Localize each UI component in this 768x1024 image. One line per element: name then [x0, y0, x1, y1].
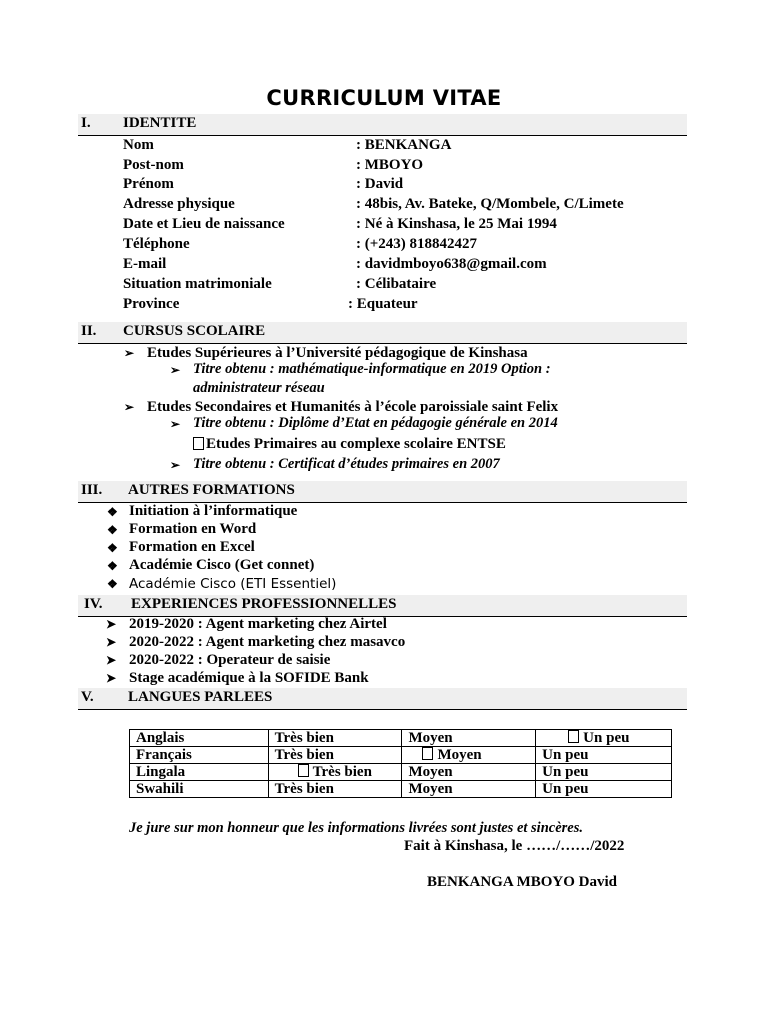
table-row	[130, 747, 672, 764]
arrow-bullet-icon: ➢	[170, 417, 181, 431]
diamond-bullet-icon: ❖	[107, 577, 118, 591]
diamond-bullet-icon: ❖	[107, 559, 118, 573]
cursus-secondaire-titre: Titre obtenu : Diplôme d’Etat en pédagogie générale en 2014	[193, 415, 558, 431]
level-un-peu: Un peu	[536, 747, 672, 764]
identity-value-prenom: : David	[356, 176, 404, 192]
arrow-bullet-icon: ➤	[106, 617, 117, 631]
languages-table	[129, 729, 672, 798]
level-moyen: Moyen	[402, 730, 536, 747]
section-number: III.	[81, 482, 103, 498]
identity-label-adresse: Adresse physique	[123, 196, 235, 212]
arrow-bullet-icon: ➤	[106, 653, 117, 667]
arrow-bullet-icon: ➢	[124, 346, 135, 360]
declaration-text: Je jure sur mon honneur que les informations livrées sont justes et sincères.	[129, 820, 583, 836]
level-moyen-selected	[402, 747, 536, 764]
identity-value-province: : Equateur	[348, 296, 418, 312]
level-moyen: Moyen	[402, 764, 536, 781]
diamond-bullet-icon: ❖	[107, 523, 118, 537]
identity-label-situation: Situation matrimoniale	[123, 276, 272, 292]
formation-item: Académie Cisco (Get connet)	[129, 557, 315, 573]
identity-value-naissance: : Né à Kinshasa, le 25 Mai 1994	[356, 216, 557, 232]
level-tres-bien-selected	[268, 764, 402, 781]
cursus-primaire-titre: Titre obtenu : Certificat d’études primaires en 2007	[193, 456, 500, 472]
language-name: Lingala	[130, 764, 269, 781]
level-un-peu: Un peu	[536, 781, 672, 798]
cursus-superieur-option: administrateur réseau	[193, 380, 325, 396]
document-title: CURRICULUM VITAE	[266, 86, 502, 110]
section-langues-header	[78, 688, 687, 710]
level-tres-bien: Très bien	[268, 747, 402, 764]
identity-label-nom: Nom	[123, 137, 154, 153]
language-name: Anglais	[130, 730, 269, 747]
identity-label-naissance: Date et Lieu de naissance	[123, 216, 285, 232]
section-identite-header	[78, 114, 687, 136]
section-formations-header	[78, 481, 687, 503]
arrow-bullet-icon: ➤	[106, 635, 117, 649]
language-name: Swahili	[130, 781, 269, 798]
level-tres-bien: Très bien	[268, 781, 402, 798]
cursus-superieur: Etudes Supérieures à l’Université pédagogique de Kinshasa	[147, 345, 528, 361]
level-label: Un peu	[583, 730, 630, 746]
identity-label-prenom: Prénom	[123, 176, 174, 192]
section-number: I.	[81, 115, 91, 131]
cursus-primaire: Etudes Primaires au complexe scolaire ENTSE	[206, 436, 506, 452]
formation-item: Académie Cisco (ETI Essentiel)	[129, 576, 337, 592]
arrow-bullet-icon: ➤	[106, 671, 117, 685]
formation-item: Formation en Excel	[129, 539, 255, 555]
experience-item: 2019-2020 : Agent marketing chez Airtel	[129, 616, 387, 632]
table-row	[130, 730, 672, 747]
arrow-bullet-icon: ➢	[170, 458, 181, 472]
formation-item: Formation en Word	[129, 521, 257, 537]
level-moyen: Moyen	[402, 781, 536, 798]
section-label: EXPERIENCES PROFESSIONNELLES	[131, 596, 397, 612]
section-label: IDENTITE	[123, 115, 197, 131]
level-tres-bien: Très bien	[268, 730, 402, 747]
diamond-bullet-icon: ❖	[107, 505, 118, 519]
identity-value-situation: : Célibataire	[356, 276, 437, 292]
language-name: Français	[130, 747, 269, 764]
experience-item: 2020-2022 : Agent marketing chez masavco	[129, 634, 406, 650]
section-label: LANGUES PARLEES	[128, 689, 273, 705]
section-number: V.	[81, 689, 94, 705]
identity-label-email: E-mail	[123, 256, 167, 272]
cursus-secondaire: Etudes Secondaires et Humanités à l’école paroissiale saint Felix	[147, 399, 559, 415]
identity-value-nom: : BENKANGA	[356, 137, 452, 153]
identity-label-telephone: Téléphone	[123, 236, 190, 252]
diamond-bullet-icon: ❖	[107, 541, 118, 555]
identity-value-postnom: : MBOYO	[356, 157, 424, 173]
arrow-bullet-icon: ➢	[124, 400, 135, 414]
identity-value-email: : davidmboyo638@gmail.com	[356, 256, 547, 272]
section-experiences-header	[78, 595, 687, 617]
identity-label-province: Province	[123, 296, 180, 312]
section-label: CURSUS SCOLAIRE	[123, 323, 266, 339]
checkbox-icon	[298, 764, 309, 777]
experience-item: Stage académique à la SOFIDE Bank	[129, 670, 369, 686]
level-label: Très bien	[312, 764, 372, 780]
checkbox-icon	[568, 730, 579, 743]
section-label: AUTRES FORMATIONS	[128, 482, 295, 498]
cursus-superieur-titre: Titre obtenu : mathématique-informatique en 2019 Option :	[193, 361, 551, 377]
identity-label-postnom: Post-nom	[123, 157, 184, 173]
identity-value-adresse: : 48bis, Av. Bateke, Q/Mombele, C/Limete	[356, 196, 624, 212]
experience-item: 2020-2022 : Operateur de saisie	[129, 652, 331, 668]
arrow-bullet-icon: ➢	[170, 363, 181, 377]
signature-name: BENKANGA MBOYO David	[427, 874, 618, 890]
section-cursus-header	[78, 322, 687, 344]
place-date: Fait à Kinshasa, le ……/……/2022	[404, 838, 625, 854]
identity-value-telephone: : (+243) 818842427	[356, 236, 478, 252]
section-number: II.	[81, 323, 97, 339]
checkbox-icon	[422, 747, 433, 760]
level-un-peu: Un peu	[536, 764, 672, 781]
table-row	[130, 764, 672, 781]
level-label: Moyen	[437, 747, 482, 763]
table-row	[130, 781, 672, 798]
level-un-peu-selected	[536, 730, 672, 747]
formation-item: Initiation à l’informatique	[129, 503, 298, 519]
section-number: IV.	[84, 596, 103, 612]
